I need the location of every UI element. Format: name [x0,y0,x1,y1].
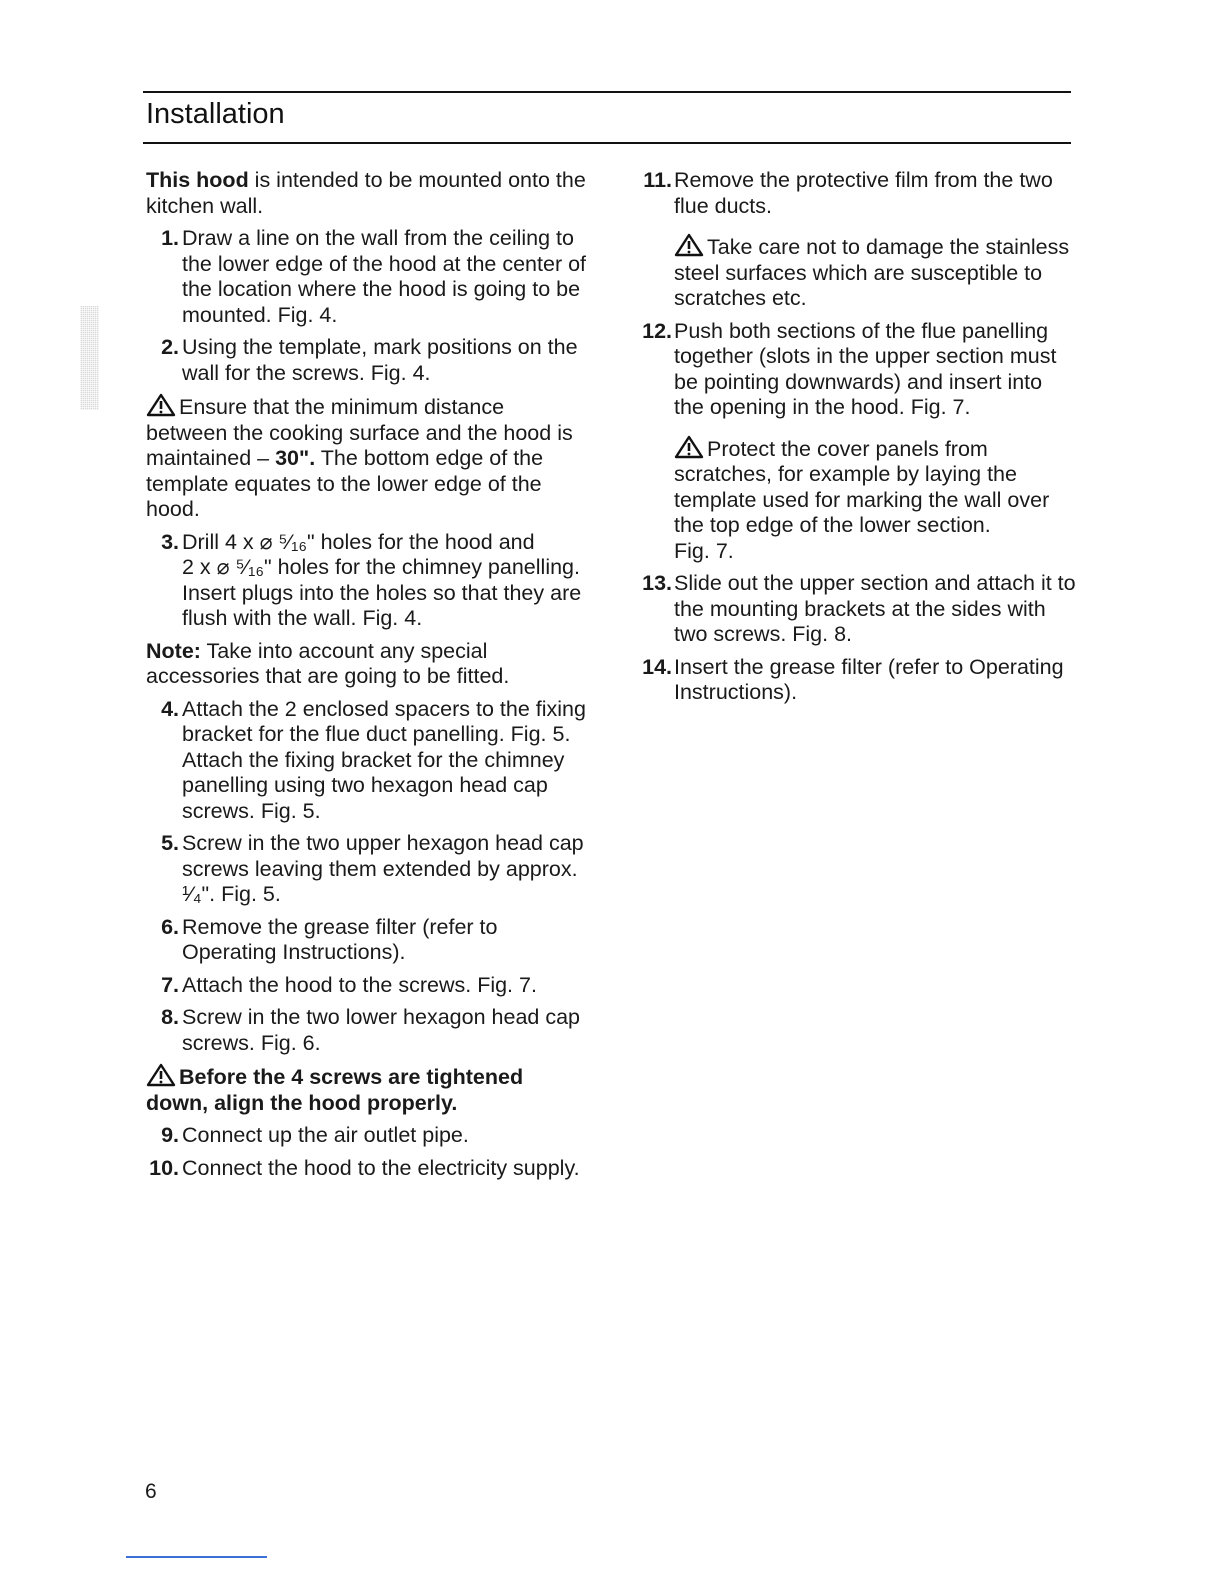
step-number: 4. [161,696,179,721]
step-7 [146,973,586,999]
step-number: 12. [642,318,672,343]
warning-triangle-icon [674,435,704,459]
footer-blue-line [126,1556,267,1558]
note-text: Take into account any special accessories that are going to be fitted. [146,638,510,688]
step-number: 6. [161,914,179,939]
step-3 [146,530,586,632]
warning-cover-panels [636,435,1076,565]
intro-paragraph [146,168,586,219]
step-number: 10. [149,1155,179,1180]
step-number: 3. [161,529,179,554]
warning-min-distance [146,393,586,523]
step-2 [146,335,586,386]
step-text: Drill 4 x ⌀ ⁵⁄₁₆" holes for the hood and [182,529,535,554]
step-text: Remove the grease filter (refer to Operating Instructions). [182,914,498,964]
header-bottom-rule [143,142,1071,144]
step-14 [636,655,1076,706]
warning-triangle-icon [674,233,704,257]
intro-text: is intended to be mounted onto the kitchen wall. [146,168,586,218]
warning-align-hood [146,1063,586,1116]
right-column [636,168,1076,713]
step-text: Screw in the two upper hexagon head cap screws leaving them extended by approx. ¹⁄₄". Fig. 5. [182,831,584,906]
warning-fig-ref: Fig. 7. [674,538,734,563]
warning-text: Before the 4 screws are tightened down, align the hood properly. [146,1065,524,1115]
step-number: 13. [642,571,672,595]
step-text: Slide out the upper section and attach it to the mounting brackets at the sides with two screws. Fig. 8. [674,571,1076,646]
step-number: 7. [161,972,179,997]
step-11 [636,168,1076,219]
step-1 [146,226,586,328]
warning-distance-value: 30". [275,446,316,470]
left-column [146,168,586,1188]
step-9 [146,1123,586,1149]
warning-text: Take care not to damage the stainless steel surfaces which are susceptible to scratches etc. [674,235,1070,310]
warning-text: Ensure that the minimum distance between the cooking surface and the hood is maintained – [146,395,573,470]
step-8 [146,1005,586,1056]
step-text: Attach the hood to the screws. Fig. 7. [182,972,537,997]
step-text: Attach the 2 enclosed spacers to the fixing bracket for the flue duct panelling. Fig. 5. [182,696,586,746]
note-label: Note: [146,638,201,663]
step-number: 1. [161,226,179,250]
note-paragraph [146,639,586,690]
step-4 [146,697,586,825]
step-number: 9. [161,1123,179,1147]
step-text: Remove the protective film from the two flue ducts. [674,168,1053,218]
step-text: Connect the hood to the electricity supply. [182,1155,580,1180]
step-text: Screw in the two lower hexagon head cap screws. Fig. 6. [182,1005,580,1055]
warning-triangle-icon [146,393,176,417]
step-number: 8. [161,1005,179,1029]
warning-stainless-steel [636,233,1076,312]
warning-triangle-icon [146,1063,176,1087]
step-5 [146,831,586,908]
step-text-cont: Attach the fixing bracket for the chimney panelling using two hexagon head cap screws. Fig. 5. [182,747,565,823]
step-number: 11. [643,168,672,192]
intro-bold: This hood [146,168,249,192]
step-text-cont: 2 x ⌀ ⁵⁄₁₆" holes for the chimney panelling. Insert plugs into the holes so that they are flush with the wall. Fig. 4. [182,555,582,630]
step-text: Connect up the air outlet pipe. [182,1123,469,1147]
warning-text-cont: The bottom edge of the template equates to the lower edge of the hood. [146,446,544,521]
step-text: Using the template, mark positions on the wall for the screws. Fig. 4. [182,335,578,385]
step-12 [636,319,1076,421]
warning-text: Protect the cover panels from scratches, for example by laying the template used for marking the wall over the top edge of the lower section. [674,436,1050,537]
step-number: 2. [161,335,179,359]
step-number: 14. [642,654,672,679]
header-top-rule [143,91,1071,93]
step-text: Draw a line on the wall from the ceiling to the lower edge of the hood at the center of the location where the hood is going to be mounted. Fig. 4. [182,226,587,327]
step-6 [146,915,586,966]
step-text: Push both sections of the flue panelling together (slots in the upper section must be pointing downwards) and insert into the opening in the hood. Fig. 7. [674,318,1057,419]
side-thumb-tab [80,306,99,410]
page-number: 6 [145,1480,157,1503]
step-10 [146,1156,586,1182]
step-number: 5. [161,831,179,855]
page-title: Installation [146,98,285,130]
step-13 [636,571,1076,648]
step-text: Insert the grease filter (refer to Operating Instructions). [674,654,1064,704]
